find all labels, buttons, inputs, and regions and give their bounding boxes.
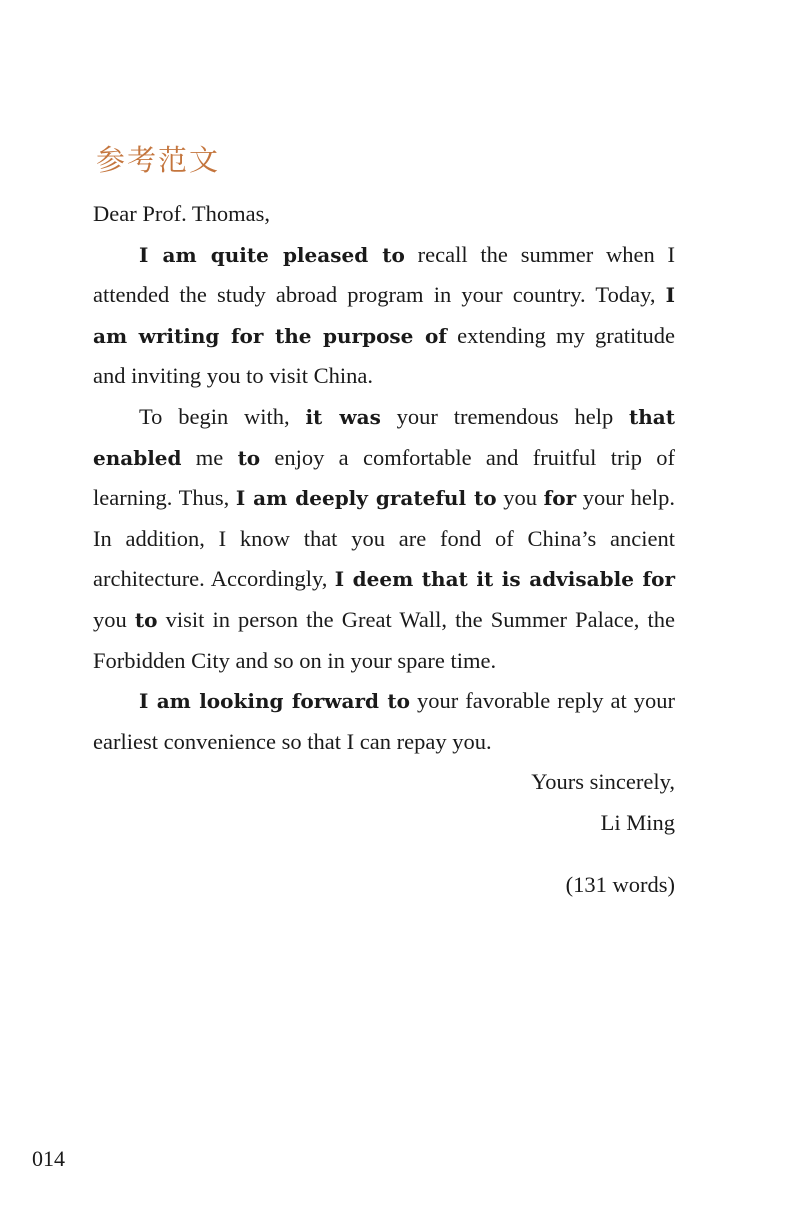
- text-run: visit in person the Great Wall, the Summer Palace, the Forbidden City and so on in your spare time.: [93, 606, 676, 673]
- text-run: To begin with,: [139, 403, 306, 429]
- text-run: recall the summer when I attended the study abroad program in your country. Today,: [93, 241, 675, 308]
- bold-phrase: I am deeply grateful to: [235, 486, 497, 511]
- text-run: your help. In addition, I know that you are fond of China’s ancient architecture. Accordingly,: [93, 485, 676, 592]
- bold-phrase: to: [237, 445, 261, 470]
- word-count: (131 words): [565, 871, 675, 897]
- bold-phrase: it was: [305, 404, 381, 429]
- text-run: me: [181, 444, 238, 470]
- letter-paragraph-1: [93, 235, 675, 397]
- section-heading: 参考范文: [96, 143, 221, 177]
- letter-signature: Li Ming: [600, 809, 675, 835]
- text-run: your tremendous help: [380, 403, 630, 429]
- text-run: you: [93, 606, 135, 632]
- bold-phrase: I am quite pleased to: [139, 242, 405, 267]
- page-number: 014: [32, 1146, 65, 1171]
- letter-closing: Yours sincerely,: [531, 769, 675, 795]
- text-run: enjoy a comfortable and fruitful trip of learning. Thus,: [93, 444, 675, 511]
- letter-salutation: Dear Prof. Thomas,: [93, 201, 271, 226]
- bold-phrase: I am writing for the purpose of: [93, 283, 675, 348]
- bold-phrase: for: [543, 486, 577, 511]
- text-run: your favorable reply at your earliest convenience so that I can repay you.: [93, 688, 675, 754]
- letter-paragraph-3: [93, 681, 675, 762]
- text-run: extending my gratitude and inviting you to visit China.: [93, 322, 675, 389]
- sample-letter: [93, 194, 675, 905]
- bold-phrase: I deem that it is advisable for: [334, 567, 675, 592]
- text-run: you: [496, 485, 544, 511]
- bold-phrase: that enabled: [93, 404, 675, 470]
- bold-phrase: I am looking forward to: [139, 689, 410, 714]
- letter-paragraph-2: [93, 397, 675, 681]
- bold-phrase: to: [134, 607, 158, 632]
